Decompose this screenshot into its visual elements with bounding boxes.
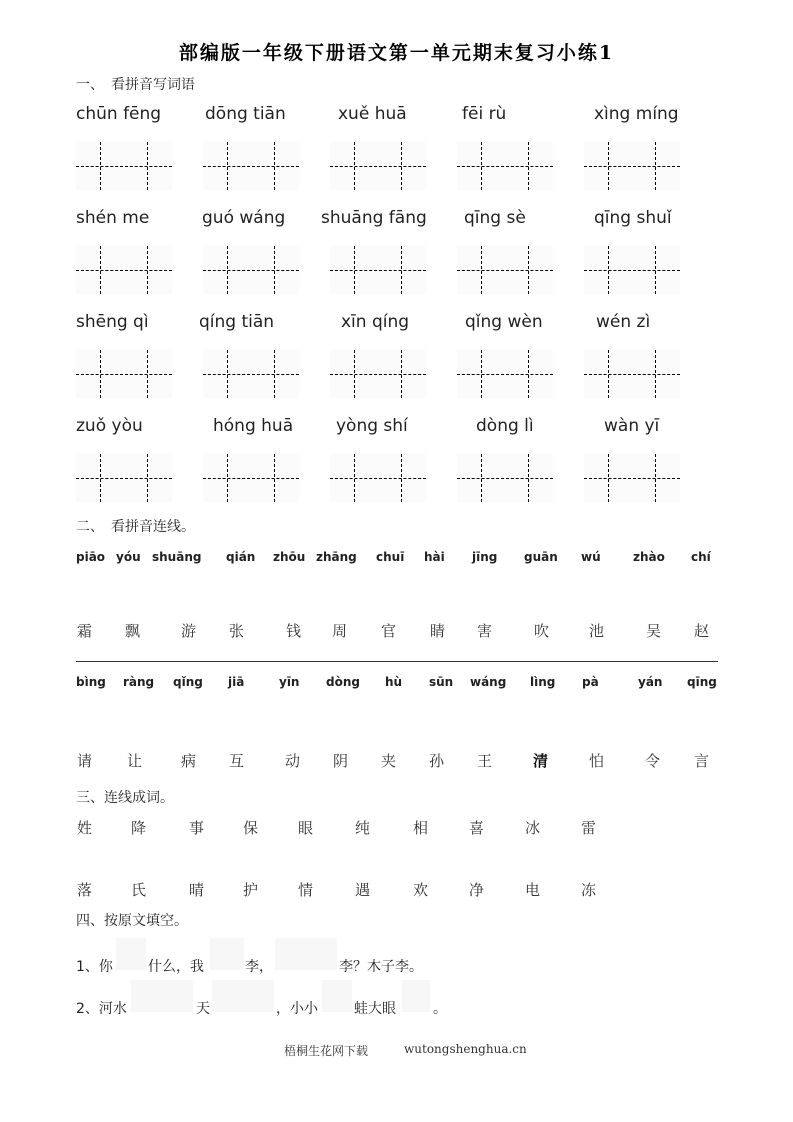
blank-text: 什么，我 <box>148 959 204 975</box>
match-char[interactable]: 请 <box>77 752 93 770</box>
footer-site-name: 梧桐生花网下载 <box>284 1044 369 1058</box>
pinyin-word: qīng shuǐ <box>594 208 672 228</box>
pinyin-word: wén zì <box>596 312 651 332</box>
match-char[interactable]: 飘 <box>125 622 141 640</box>
footer-url[interactable]: wutongshenghua.cn <box>404 1042 527 1056</box>
pinyin-word: qīng sè <box>464 208 526 228</box>
match-pinyin[interactable]: sūn <box>429 675 454 689</box>
word-char[interactable]: 相 <box>413 819 429 837</box>
fill-blank[interactable] <box>322 980 352 1012</box>
pinyin-word: fēi rù <box>462 104 507 124</box>
section1-heading: 一、 看拼音写词语 <box>76 77 195 93</box>
match-pinyin[interactable]: lìng <box>530 675 556 689</box>
match-pinyin[interactable]: yóu <box>116 550 141 564</box>
match-char[interactable]: 吹 <box>534 622 550 640</box>
section3-heading: 三、连线成词。 <box>76 790 174 806</box>
divider-line <box>76 661 718 662</box>
pinyin-word: xuě huā <box>338 104 407 124</box>
word-char[interactable]: 情 <box>298 881 314 899</box>
writing-grid[interactable] <box>584 454 680 502</box>
match-char[interactable]: 互 <box>229 752 245 770</box>
match-char[interactable]: 阴 <box>333 752 349 770</box>
match-pinyin[interactable]: guān <box>524 550 558 564</box>
pinyin-word: hóng huā <box>213 416 294 436</box>
match-char[interactable]: 言 <box>694 752 710 770</box>
match-pinyin[interactable]: chuī <box>376 550 405 564</box>
writing-grid[interactable] <box>457 454 553 502</box>
writing-grid[interactable] <box>584 350 680 398</box>
writing-grid[interactable] <box>457 350 553 398</box>
page-title: 部编版一年级下册语文第一单元期末复习小练1 <box>178 42 615 64</box>
match-pinyin[interactable]: hù <box>385 675 403 689</box>
word-char[interactable]: 保 <box>243 819 259 837</box>
section4-heading: 四、按原文填空。 <box>76 913 188 929</box>
match-pinyin[interactable]: yán <box>638 675 663 689</box>
pinyin-word: xìng míng <box>594 104 679 124</box>
match-char[interactable]: 官 <box>381 622 397 640</box>
writing-grid[interactable] <box>330 142 426 190</box>
writing-grid[interactable] <box>203 142 299 190</box>
pinyin-word: chūn fēng <box>76 104 162 124</box>
word-char[interactable]: 姓 <box>77 819 93 837</box>
match-pinyin[interactable]: jiā <box>228 675 245 689</box>
match-char[interactable]: 孙 <box>429 752 445 770</box>
word-char[interactable]: 落 <box>77 881 93 899</box>
word-char[interactable]: 护 <box>243 881 259 899</box>
match-pinyin[interactable]: chí <box>691 550 711 564</box>
fill-blank[interactable] <box>275 938 337 970</box>
fill-blank[interactable] <box>402 980 430 1012</box>
pinyin-word: wàn yī <box>604 416 660 436</box>
pinyin-word: zuǒ yòu <box>76 416 143 436</box>
blank-text: 李？木子李。 <box>339 959 423 975</box>
match-pinyin[interactable]: qǐng <box>173 675 203 689</box>
match-pinyin[interactable]: zhōu <box>273 550 306 564</box>
blank-text: 1、你 <box>76 959 113 975</box>
writing-grid[interactable] <box>584 246 680 294</box>
match-char[interactable]: 病 <box>181 752 197 770</box>
pinyin-word: shén me <box>76 208 150 228</box>
pinyin-word: xīn qíng <box>341 312 410 332</box>
match-char[interactable]: 王 <box>477 752 493 770</box>
pinyin-word: shēng qì <box>76 312 149 332</box>
match-char[interactable]: 害 <box>477 622 493 640</box>
match-char[interactable]: 吴 <box>646 622 662 640</box>
writing-grid[interactable] <box>203 454 299 502</box>
writing-grid[interactable] <box>330 350 426 398</box>
word-char[interactable]: 降 <box>131 819 147 837</box>
writing-grid[interactable] <box>203 350 299 398</box>
pinyin-word: shuāng fāng <box>321 208 427 228</box>
word-char[interactable]: 电 <box>525 881 541 899</box>
match-char[interactable]: 钱 <box>286 622 302 640</box>
pinyin-word: yòng shí <box>336 416 408 436</box>
blank-text: 。 <box>433 1001 447 1017</box>
fill-blank[interactable] <box>116 938 146 970</box>
word-char[interactable]: 遇 <box>355 881 371 899</box>
match-pinyin[interactable]: qīng <box>687 675 717 689</box>
word-char[interactable]: 喜 <box>469 819 485 837</box>
pinyin-word: qíng tiān <box>199 312 275 332</box>
word-char[interactable]: 纯 <box>355 819 371 837</box>
match-char[interactable]: 赵 <box>694 622 710 640</box>
word-char[interactable]: 冰 <box>525 819 541 837</box>
writing-grid[interactable] <box>76 246 172 294</box>
blank-text: 李， <box>245 959 273 975</box>
writing-grid[interactable] <box>76 142 172 190</box>
match-pinyin[interactable]: qián <box>226 550 256 564</box>
word-char[interactable]: 事 <box>189 819 205 837</box>
match-char[interactable]: 让 <box>127 752 143 770</box>
word-char[interactable]: 雷 <box>581 819 597 837</box>
blank-text: ，小小 <box>276 1001 318 1017</box>
pinyin-word: qǐng wèn <box>465 312 543 332</box>
blank-text: 天 <box>196 1001 210 1017</box>
writing-grid[interactable] <box>76 454 172 502</box>
fill-blank[interactable] <box>212 980 274 1012</box>
word-char[interactable]: 晴 <box>189 881 205 899</box>
match-pinyin[interactable]: pà <box>582 675 599 689</box>
match-char[interactable]: 清 <box>533 752 549 770</box>
pinyin-word: guó wáng <box>202 208 286 228</box>
match-char[interactable]: 令 <box>645 752 661 770</box>
match-pinyin[interactable]: zhāng <box>316 550 357 564</box>
writing-grid[interactable] <box>457 142 553 190</box>
writing-grid[interactable] <box>76 350 172 398</box>
writing-grid[interactable] <box>330 454 426 502</box>
match-char[interactable]: 夹 <box>381 752 397 770</box>
writing-grid[interactable] <box>203 246 299 294</box>
match-char[interactable]: 周 <box>332 622 348 640</box>
pinyin-word: dòng lì <box>476 416 534 436</box>
match-pinyin[interactable]: dòng <box>326 675 360 689</box>
match-char[interactable]: 怕 <box>589 752 605 770</box>
match-pinyin[interactable]: hài <box>424 550 445 564</box>
fill-blank[interactable] <box>131 980 193 1012</box>
match-pinyin[interactable]: yīn <box>279 675 300 689</box>
fill-blank[interactable] <box>210 938 244 970</box>
match-char[interactable]: 睛 <box>430 622 446 640</box>
match-char[interactable]: 池 <box>589 622 605 640</box>
match-pinyin[interactable]: zhào <box>633 550 665 564</box>
match-pinyin[interactable]: bìng <box>76 675 106 689</box>
writing-grid[interactable] <box>457 246 553 294</box>
section2-heading: 二、 看拼音连线。 <box>76 519 195 535</box>
match-pinyin[interactable]: wáng <box>470 675 507 689</box>
word-char[interactable]: 净 <box>469 881 485 899</box>
word-char[interactable]: 氏 <box>131 881 147 899</box>
writing-grid[interactable] <box>330 246 426 294</box>
match-pinyin[interactable]: shuāng <box>152 550 202 564</box>
match-char[interactable]: 游 <box>181 622 197 640</box>
match-pinyin[interactable]: wú <box>581 550 601 564</box>
match-char[interactable]: 动 <box>285 752 301 770</box>
match-pinyin[interactable]: jīng <box>472 550 498 564</box>
blank-text: 2、河水 <box>76 1001 127 1017</box>
blank-text: 蛙大眼 <box>354 1001 396 1017</box>
word-char[interactable]: 冻 <box>581 881 597 899</box>
writing-grid[interactable] <box>584 142 680 190</box>
pinyin-word: dōng tiān <box>205 104 286 124</box>
match-char[interactable]: 张 <box>229 622 245 640</box>
match-char[interactable]: 霜 <box>77 622 93 640</box>
word-char[interactable]: 欢 <box>413 881 429 899</box>
match-pinyin[interactable]: ràng <box>123 675 155 689</box>
word-char[interactable]: 眼 <box>298 819 314 837</box>
match-pinyin[interactable]: piāo <box>76 550 106 564</box>
